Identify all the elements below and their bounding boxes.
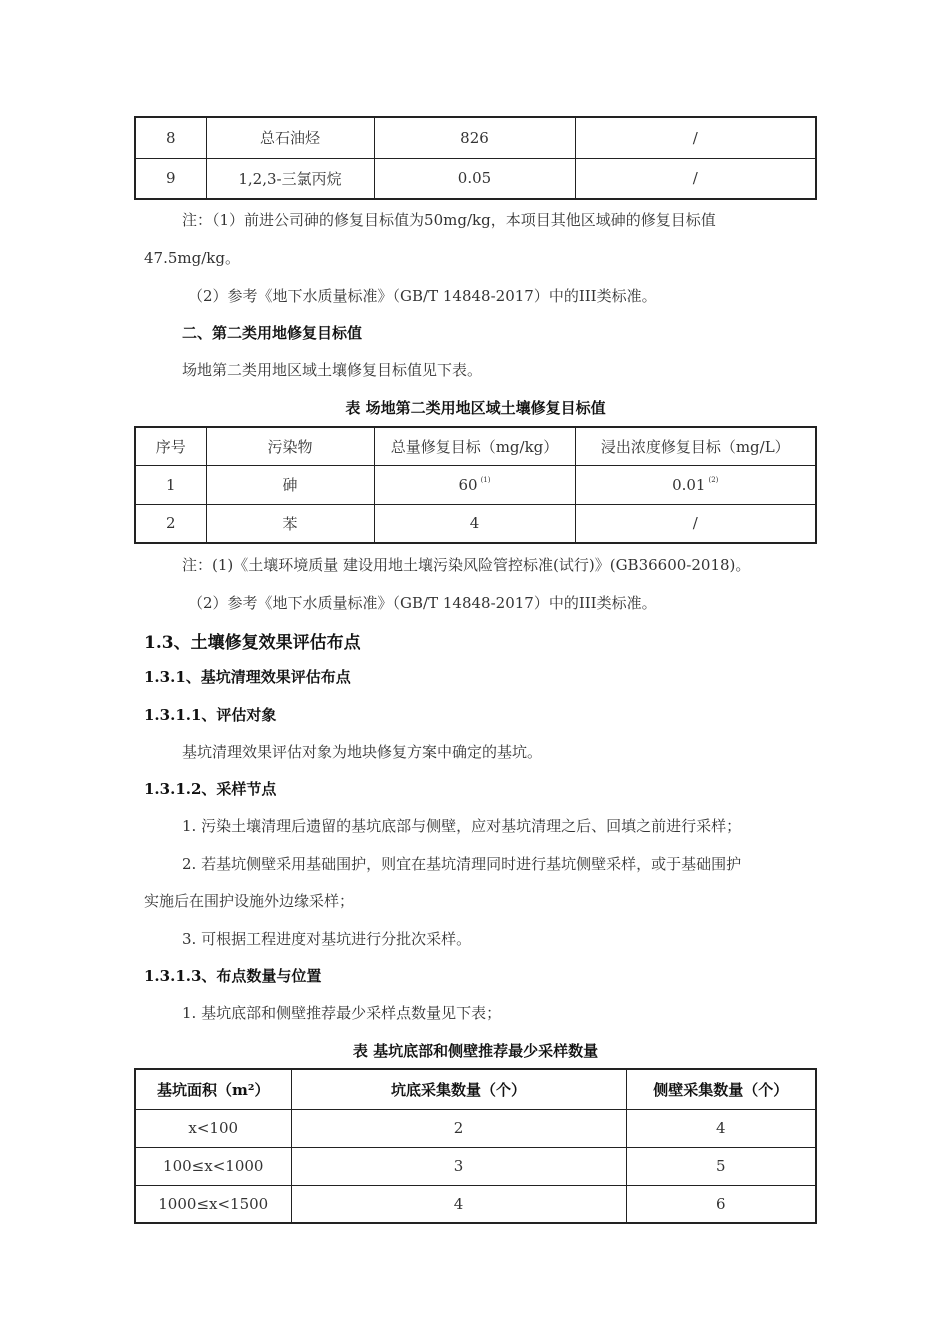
cell-leach-target: / (575, 158, 816, 199)
table-row (135, 117, 816, 158)
table-row (135, 158, 816, 199)
cell-total-target (374, 465, 575, 504)
note-2-line-1: 注：(1)《土壤环境质量 建设用地土壤污染风险管控标准(试行)》(GB36600-2018)。 (182, 556, 751, 574)
value: 0.01 (672, 475, 706, 494)
cell-wall: 4 (626, 1109, 816, 1147)
section-heading-second-class-land: 二、第二类用地修复目标值 (182, 324, 363, 342)
table-2-caption: 表 场地第二类用地区域土壤修复目标值 (345, 399, 606, 417)
cell-pollutant: 苯 (206, 504, 374, 543)
cell-wall: 6 (626, 1185, 816, 1223)
table-row (135, 1109, 816, 1147)
section-paragraph: 场地第二类用地区域土壤修复目标值见下表。 (182, 361, 483, 379)
header-leach-target: 浸出浓度修复目标（mg/L） (575, 427, 816, 465)
list-item: 1. 基坑底部和侧壁推荐最少采样点数量见下表； (182, 1004, 502, 1022)
cell-leach-target: / (575, 117, 816, 158)
footnote-marker: (1) (480, 475, 491, 484)
table-row (135, 1147, 816, 1185)
cell-leach-target: / (575, 504, 816, 543)
cell-bottom: 2 (291, 1109, 626, 1147)
table-min-sampling-points (134, 1068, 817, 1224)
value: 60 (458, 475, 478, 494)
cell-area: 1000≤x<1500 (135, 1185, 291, 1223)
cell-total-target: 826 (374, 117, 575, 158)
cell-no: 1 (135, 465, 206, 504)
table-second-class-land-targets (134, 426, 817, 544)
note-1-line-1-continued: 47.5mg/kg。 (144, 249, 240, 267)
cell-area: 100≤x<1000 (135, 1147, 291, 1185)
table-header-row (135, 1069, 816, 1109)
table-remediation-targets-continued (134, 116, 817, 200)
cell-total-target: 0.05 (374, 158, 575, 199)
cell-bottom: 4 (291, 1185, 626, 1223)
heading-1-3-1-2: 1.3.1.2、采样节点 (144, 780, 277, 798)
cell-no: 2 (135, 504, 206, 543)
header-bottom-count: 坑底采集数量（个） (291, 1069, 626, 1109)
header-wall-count: 侧壁采集数量（个） (626, 1069, 816, 1109)
cell-bottom: 3 (291, 1147, 626, 1185)
table-row (135, 1185, 816, 1223)
header-total-target: 总量修复目标（mg/kg） (374, 427, 575, 465)
heading-1-3-1-3: 1.3.1.3、布点数量与位置 (144, 967, 322, 985)
cell-total-target: 4 (374, 504, 575, 543)
header-pit-area: 基坑面积（m²） (135, 1069, 291, 1109)
cell-no: 8 (135, 117, 206, 158)
table-row (135, 465, 816, 504)
paragraph-1-3-1-1: 基坑清理效果评估对象为地块修复方案中确定的基坑。 (182, 743, 543, 761)
list-item-continued: 实施后在围护设施外边缘采样； (144, 892, 355, 910)
footnote-marker: (2) (708, 475, 719, 484)
cell-no: 9 (135, 158, 206, 199)
cell-pollutant: 总石油烃 (206, 117, 374, 158)
list-item: 2. 若基坑侧壁采用基础围护，则宜在基坑清理同时进行基坑侧壁采样，或于基础围护 (182, 855, 742, 873)
heading-1-3-1: 1.3.1、基坑清理效果评估布点 (144, 668, 351, 686)
header-no: 序号 (135, 427, 206, 465)
table-header-row (135, 427, 816, 465)
list-item: 3. 可根据工程进度对基坑进行分批次采样。 (182, 930, 472, 948)
cell-area: x<100 (135, 1109, 291, 1147)
header-pollutant: 污染物 (206, 427, 374, 465)
cell-pollutant: 1,2,3-三氯丙烷 (206, 158, 374, 199)
list-item: 1. 污染土壤清理后遗留的基坑底部与侧壁，应对基坑清理之后、回填之前进行采样； (182, 817, 742, 835)
note-1-line-1: 注：（1）前进公司砷的修复目标值为50mg/kg，本项目其他区域砷的修复目标值 (182, 211, 716, 229)
table-row (135, 504, 816, 543)
cell-pollutant: 砷 (206, 465, 374, 504)
note-2-line-2: （2）参考《地下水质量标准》（GB/T 14848-2017）中的III类标准。 (188, 594, 657, 612)
heading-1-3-1-1: 1.3.1.1、评估对象 (144, 706, 277, 724)
heading-1-3: 1.3、土壤修复效果评估布点 (144, 633, 361, 653)
cell-wall: 5 (626, 1147, 816, 1185)
cell-leach-target (575, 465, 816, 504)
note-1-line-2: （2）参考《地下水质量标准》（GB/T 14848-2017）中的III类标准。 (188, 287, 657, 305)
table-3-caption: 表 基坑底部和侧壁推荐最少采样数量 (352, 1042, 599, 1060)
